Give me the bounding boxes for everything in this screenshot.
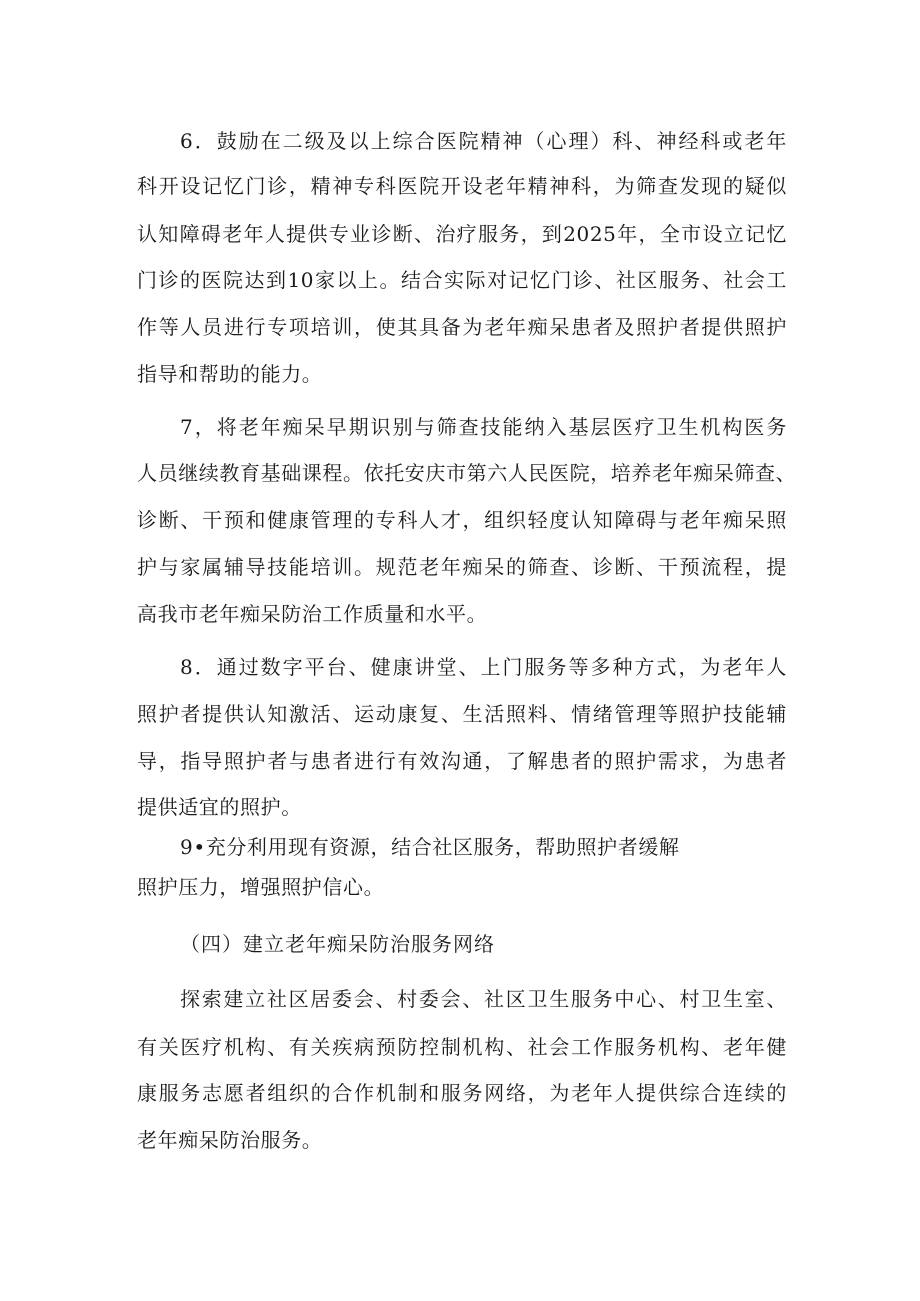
text-line: 护与家属辅导技能培训。规范老年痴呆的筛查、诊断、干预流程，提 [137, 555, 787, 579]
text-line: 提供适宜的照护。 [137, 795, 302, 819]
text-line: 康服务志愿者组织的合作机制和服务网络，为老年人提供综合连续的 [137, 1081, 787, 1105]
text-line: 7，将老年痴呆早期识别与筛查技能纳入基层医疗卫生机构医务 [180, 415, 787, 439]
text-line: 6．鼓励在二级及以上综合医院精神（心理）科、神经科或老年 [180, 129, 787, 153]
text-line: 照护压力，增强照护信心。 [137, 875, 385, 899]
text-line: 探索建立社区居委会、村委会、社区卫生服务中心、村卫生室、 [180, 987, 787, 1011]
text-line: 照护者提供认知激活、运动康复、生活照料、情绪管理等照护技能辅 [137, 702, 787, 726]
text-line: 9•充分利用现有资源，结合社区服务，帮助照护者缓解 [180, 835, 680, 859]
text-line: 人员继续教育基础课程。依托安庆市第六人民医院，培养老年痴呆筛查、 [137, 461, 797, 485]
text-line: 8．通过数字平台、健康讲堂、上门服务等多种方式，为老年人 [180, 655, 787, 679]
text-line: 老年痴呆防治服务。 [137, 1128, 323, 1152]
section-heading: （四）建立老年痴呆防治服务网络 [180, 932, 495, 956]
text-line: 科开设记忆门诊，精神专科医院开设老年精神科，为筛查发现的疑似 [137, 174, 787, 198]
text-line: 高我市老年痴呆防治工作质量和水平。 [137, 602, 488, 626]
text-line: 作等人员进行专项培训，使其具备为老年痴呆患者及照护者提供照护 [137, 315, 787, 339]
text-line: 认知障碍老年人提供专业诊断、治疗服务，到2025年，全市设立记忆 [137, 222, 787, 246]
text-line: 有关医疗机构、有关疾病预防控制机构、社会工作服务机构、老年健 [137, 1035, 787, 1059]
text-line: 诊断、干预和健康管理的专科人才，组织轻度认知障碍与老年痴呆照 [137, 508, 787, 532]
text-line: 导，指导照护者与患者进行有效沟通，了解患者的照护需求，为患者 [137, 749, 787, 773]
text-line: 指导和帮助的能力。 [137, 362, 323, 386]
text-line: 门诊的医院达到10家以上。结合实际对记忆门诊、社区服务、社会工 [137, 268, 787, 292]
